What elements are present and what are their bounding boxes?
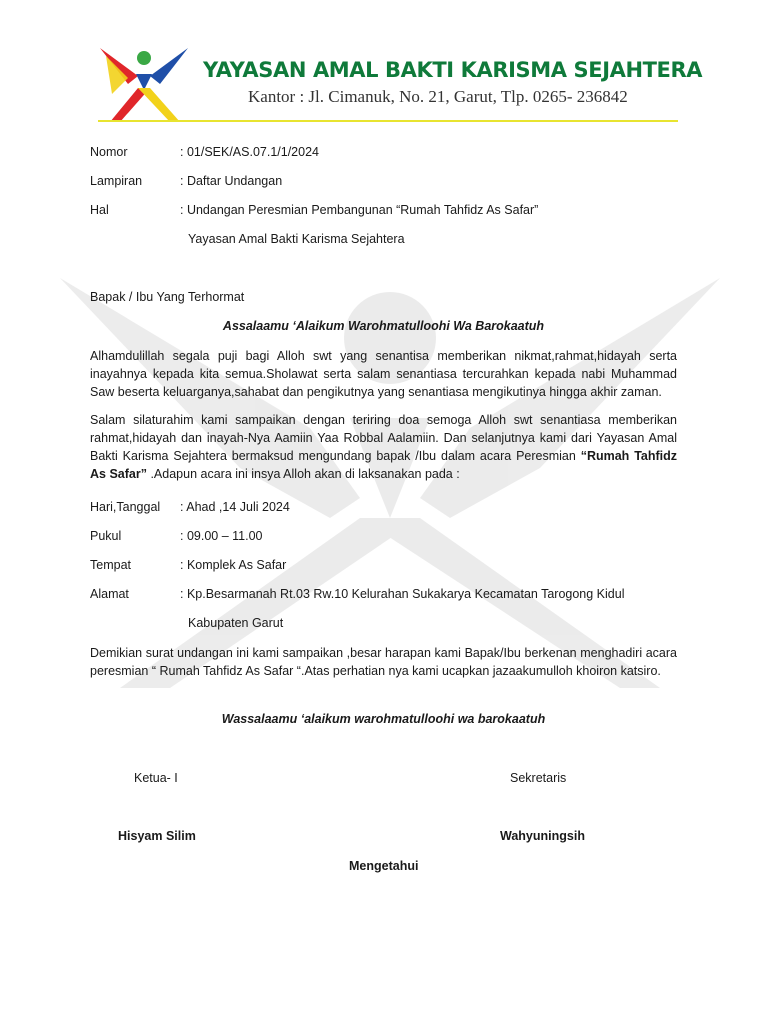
event-value-date: : Ahad ,14 Juli 2024 [180,500,290,514]
paragraph-invitation-tail: .Adapun acara ini insya Alloh akan di laksanakan pada : [146,467,460,481]
organization-address: Kantor : Jl. Cimanuk, No. 21, Garut, Tlp. 0265- 236842 [248,87,628,106]
paragraph-closing: Demikian surat undangan ini kami sampaikan ,besar harapan kami Bapak/Ibu berkenan menghadiri acara peresmian “ Rumah Tahfidz As Safar “.Atas perhatian nya kami ucapkan jazaakumulloh khoiron katsiro. [90,646,677,678]
header-divider [98,120,678,122]
meta-label-lampiran: Lampiran [90,174,143,188]
meta-label-nomor: Nomor [90,145,128,159]
event-address-continuation: Kabupaten Garut [188,616,284,630]
salutation: Bapak / Ibu Yang Terhormat [90,290,245,304]
organization-logo [98,44,190,124]
closing-greeting: Wassalaamu ‘alaikum warohmatulloohi wa barokaatuh [221,712,546,726]
meta-value-hal: : Undangan Peresmian Pembangunan “Rumah Tahfidz As Safar” [180,203,539,217]
meta-value-nomor: : 01/SEK/AS.07.1/1/2024 [180,145,319,159]
event-label-time: Pukul [90,529,122,543]
signature-left-name: Hisyam Silim [118,829,196,843]
signature-right-title: Sekretaris [510,771,567,785]
paragraph-invitation-text: Salam silaturahim kami sampaikan dengan teriring doa semoga Alloh swt senantiasa memberikan rahmat,hidayah dan inayah-Nya Aamiin Yaa Robbal Aalamiin. Dan selanjutnya kami dari Yayasan Amal Bakti Karisma Sejahtera bermaksud mengundang bapak /Ibu dalam acara Peresmian [90,413,677,463]
opening-greeting: Assalaamu ‘Alaikum Warohmatulloohi Wa Barokaatuh [222,319,545,333]
event-label-place: Tempat [90,558,131,572]
event-value-place: : Komplek As Safar [180,558,287,572]
paragraph-opening: Alhamdulillah segala puji bagi Alloh swt yang senantisa memberikan nikmat,rahmat,hidayah serta inayahnya kepada kita semua.Sholawat serta salam senantiasa tercurahkan kepada nabi Muhammad Saw beserta keluarganya,sahabat dan pengikutnya yang senantiasa mengikutinya hingga akhir zaman. [90,349,677,399]
event-name: “Rumah Tahfidz As Safar” [90,449,678,481]
organization-name: YAYASAN AMAL BAKTI KARISMA SEJAHTERA [203,58,703,82]
signature-right-name: Wahyuningsih [500,829,585,843]
meta-label-hal: Hal [90,203,109,217]
signature-left-title: Ketua- I [134,771,178,785]
event-label-date: Hari,Tanggal [90,500,161,514]
meta-value-lampiran: : Daftar Undangan [180,174,283,188]
event-value-address: : Kp.Besarmanah Rt.03 Rw.10 Kelurahan Sukakarya Kecamatan Tarogong Kidul [180,587,625,601]
meta-hal-continuation: Yayasan Amal Bakti Karisma Sejahtera [188,232,405,246]
event-label-address: Alamat [90,587,129,601]
acknowledged-label: Mengetahui [349,859,419,873]
event-value-time: : 09.00 – 11.00 [180,529,263,543]
paragraph-invitation [90,411,677,483]
